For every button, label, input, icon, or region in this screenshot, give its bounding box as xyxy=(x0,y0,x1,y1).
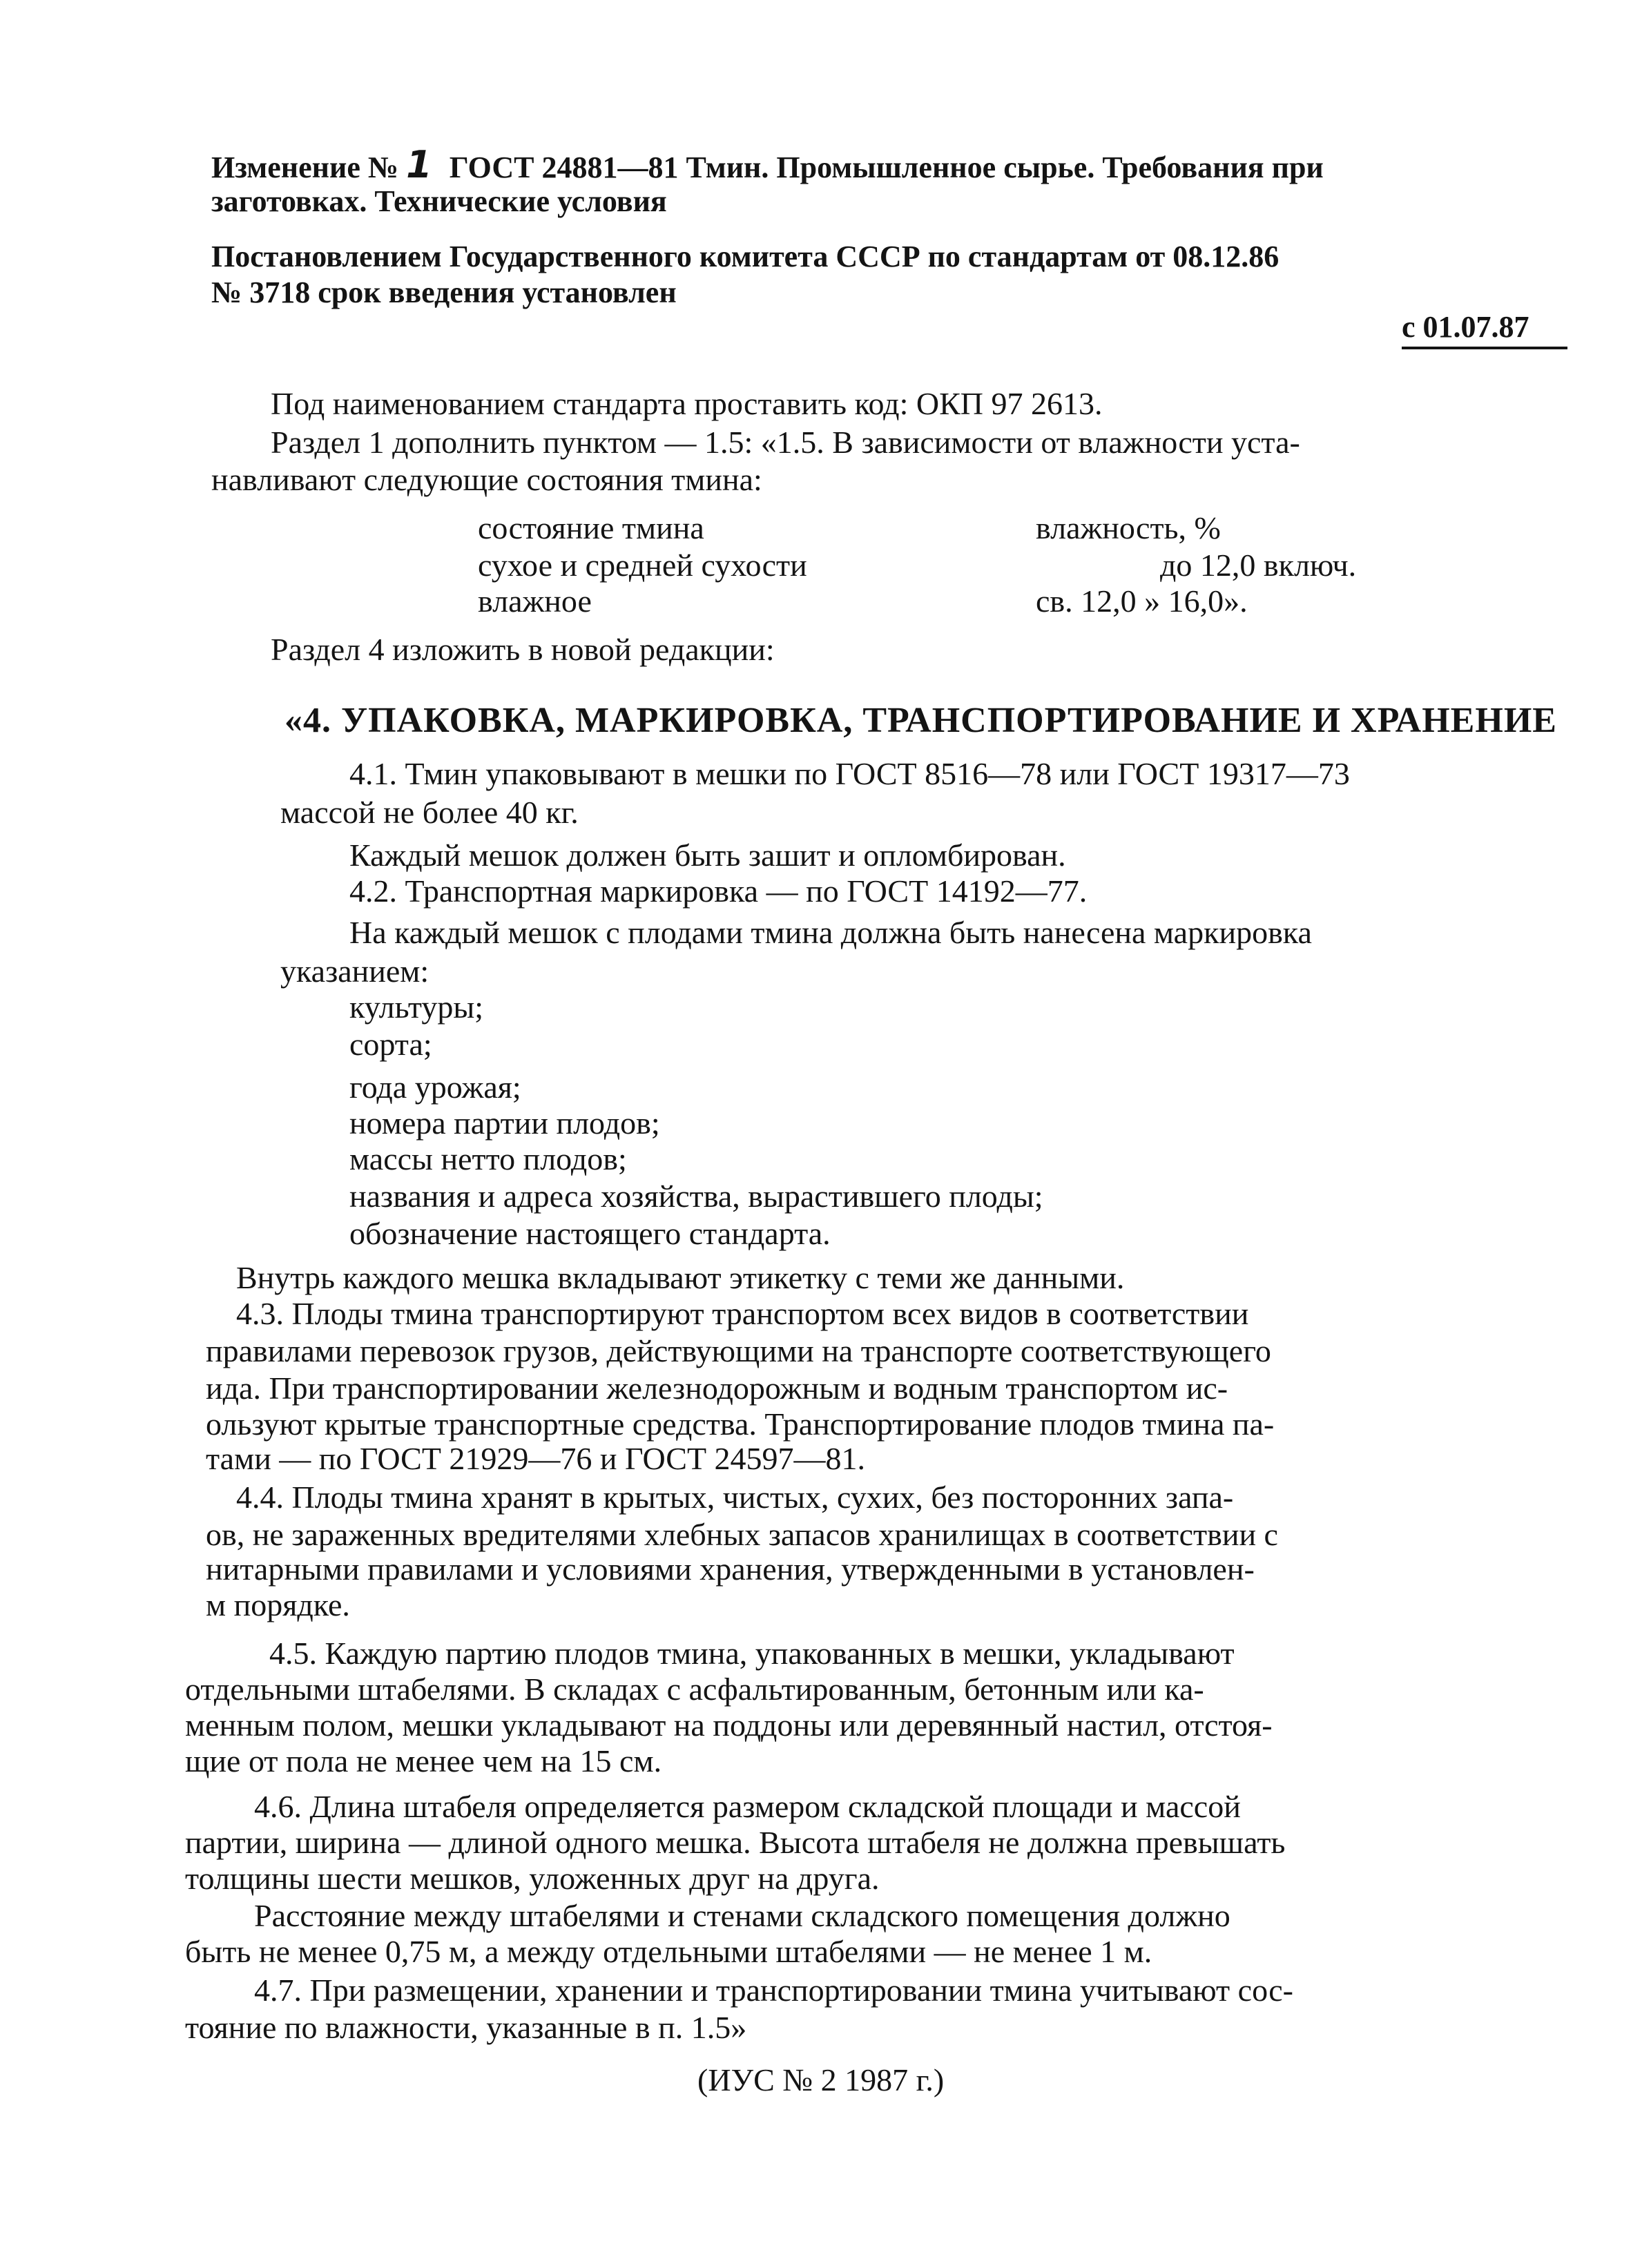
list-item: номера партии плодов; xyxy=(349,1105,660,1141)
section4-intro: Раздел 4 изложить в новой редакции: xyxy=(271,632,775,667)
clause-4-5-line-2: отдельными штабелями. В складах с асфальтированным, бетонным или ка- xyxy=(185,1671,1204,1707)
effective-date-underline xyxy=(1402,347,1567,349)
moisture-table-row-2-state: влажное xyxy=(478,583,592,619)
clause-4-1-line-2: массой не более 40 кг. xyxy=(280,795,579,830)
list-item: названия и адреса хозяйства, вырастившего плоды; xyxy=(349,1179,1043,1214)
decree-line-2: № 3718 срок введения установлен xyxy=(211,275,677,309)
clause-4-1-line-1: 4.1. Тмин упаковывают в мешки по ГОСТ 8516—78 или ГОСТ 19317—73 xyxy=(349,756,1350,791)
clause-4-4-line-3: нитарными правилами и условиями хранения, утвержденными в установлен- xyxy=(206,1551,1255,1587)
moisture-table-row-1-state: сухое и средней сухости xyxy=(478,547,807,583)
clause-4-7-line-2: тояние по влажности, указанные в п. 1.5» xyxy=(185,2010,747,2045)
clause-4-4-line-2: ов, не зараженных вредителями хлебных запасов хранилищах в соответствии с xyxy=(206,1517,1278,1552)
list-item: массы нетто плодов; xyxy=(349,1141,627,1176)
clause-4-6-line-1: 4.6. Длина штабеля определяется размером складской площади и массой xyxy=(254,1789,1241,1824)
list-item: культуры; xyxy=(349,989,484,1025)
change-number-handwritten: 1 xyxy=(406,143,432,186)
change-title-line-1 xyxy=(211,143,1324,186)
section4-heading: «4. УПАКОВКА, МАРКИРОВКА, ТРАНСПОРТИРОВАНИЕ И ХРАНЕНИЕ xyxy=(284,701,1557,740)
clause-4-6-line-3: толщины шести мешков, уложенных друг на друга. xyxy=(185,1861,880,1896)
clause-4-6-line-5: быть не менее 0,75 м, а между отдельными штабелями — не менее 1 м. xyxy=(185,1934,1152,1969)
clause-4-2-line-3: указанием: xyxy=(280,953,429,989)
clause-4-1-line-3: Каждый мешок должен быть зашит и опломбирован. xyxy=(349,837,1066,873)
clause-4-2-label-note: Внутрь каждого мешка вкладывают этикетку с теми же данными. xyxy=(236,1260,1125,1295)
clause-4-3-line-3: ида. При транспортировании железнодорожным и водным транспортом ис- xyxy=(206,1370,1228,1406)
clause-4-3-line-4: ользуют крытые транспортные средства. Транспортирование плодов тмина па- xyxy=(206,1406,1275,1442)
section1-addition-line-2: навливают следующие состояния тмина: xyxy=(211,462,762,497)
clause-4-5-line-1: 4.5. Каждую партию плодов тмина, упакованных в мешки, укладывают xyxy=(269,1636,1235,1671)
section1-addition-line-1: Раздел 1 дополнить пунктом — 1.5: «1.5. В зависимости от влажности уста- xyxy=(271,425,1300,460)
change-label: Изменение № xyxy=(211,151,399,184)
ius-reference: (ИУС № 2 1987 г.) xyxy=(697,2062,945,2097)
clause-4-4-line-4: м порядке. xyxy=(206,1587,350,1622)
clause-4-7-line-1: 4.7. При размещении, хранении и транспортировании тмина учитывают сос- xyxy=(254,1973,1293,2008)
clause-4-2-line-1: 4.2. Транспортная маркировка — по ГОСТ 14192—77. xyxy=(349,873,1088,909)
effective-date: с 01.07.87 xyxy=(1402,310,1529,344)
moisture-table-header-state: состояние тмина xyxy=(478,510,704,545)
clause-4-3-line-1: 4.3. Плоды тмина транспортируют транспортом всех видов в соответствии xyxy=(236,1296,1249,1331)
decree-line-1: Постановлением Государственного комитета СССР по стандартам от 08.12.86 xyxy=(211,240,1280,273)
moisture-table-row-1-moisture: до 12,0 включ. xyxy=(1160,547,1357,583)
change-title-rest: ГОСТ 24881—81 Тмин. Промышленное сырье. Требования при xyxy=(449,151,1324,184)
clause-4-3-line-5: тами — по ГОСТ 21929—76 и ГОСТ 24597—81. xyxy=(206,1441,866,1476)
list-item: обозначение настоящего стандарта. xyxy=(349,1216,831,1251)
list-item: сорта; xyxy=(349,1027,432,1062)
clause-4-2-line-2: На каждый мешок с плодами тмина должна быть нанесена маркировка xyxy=(349,915,1312,950)
clause-4-5-line-4: щие от пола не менее чем на 15 см. xyxy=(185,1743,662,1778)
moisture-table-header-moisture: влажность, % xyxy=(1036,510,1221,545)
okp-code-paragraph: Под наименованием стандарта проставить код: ОКП 97 2613. xyxy=(271,386,1103,421)
clause-4-5-line-3: менным полом, мешки укладывают на поддоны или деревянный настил, отстоя- xyxy=(185,1707,1273,1743)
clause-4-6-line-2: партии, ширина — длиной одного мешка. Высота штабеля не должна превышать xyxy=(185,1825,1286,1860)
clause-4-6-line-4: Расстояние между штабелями и стенами складского помещения должно xyxy=(254,1898,1230,1933)
clause-4-4-line-1: 4.4. Плоды тмина хранят в крытых, чистых, сухих, без посторонних запа- xyxy=(236,1480,1234,1515)
clause-4-3-line-2: правилами перевозок грузов, действующими на транспорте соответствующего xyxy=(206,1333,1271,1368)
list-item: года урожая; xyxy=(349,1069,521,1105)
change-title-line-2: заготовках. Технические условия xyxy=(211,184,667,218)
moisture-table-row-2-moisture: св. 12,0 » 16,0». xyxy=(1036,583,1248,619)
